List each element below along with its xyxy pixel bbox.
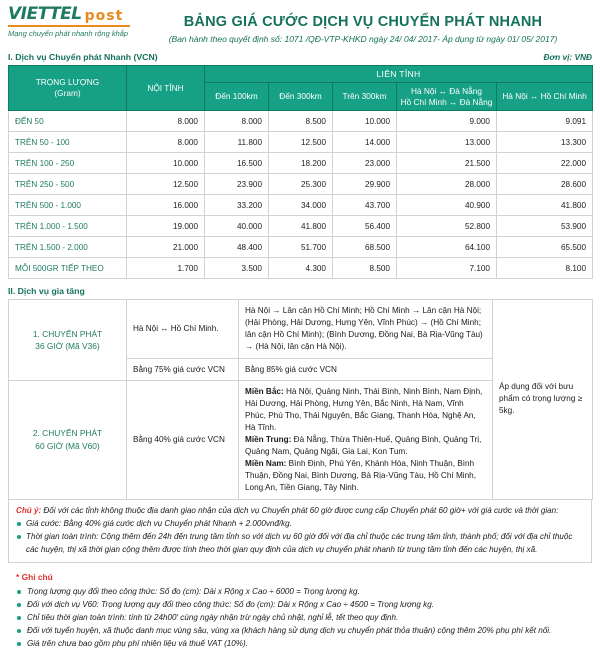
brand-divider: [8, 25, 130, 27]
region-name-nam: Miền Nam:: [245, 458, 287, 468]
header-col-hanoi-hcm: Hà Nội ↔ Hồ Chí Minh: [497, 83, 593, 111]
cell-den-100km: 33.200: [205, 195, 269, 216]
cell-hanoi-danang: 13.000: [397, 132, 497, 153]
row-label: TRÊN 50 - 100: [9, 132, 127, 153]
cell-tren-300km: 56.400: [333, 216, 397, 237]
page-title: BẢNG GIÁ CƯỚC DỊCH VỤ CHUYỂN PHÁT NHANH: [183, 14, 543, 30]
service-row-v36: [9, 300, 593, 359]
row-label: TRÊN 100 - 250: [9, 153, 127, 174]
service-v60-line2: 60 GIỜ (Mã V60): [35, 440, 100, 451]
row-label: TRÊN 1.500 - 2.000: [9, 237, 127, 258]
cell-tren-300km: 10.000: [333, 111, 397, 132]
cell-den-100km: 16.500: [205, 153, 269, 174]
cell-noi-tinh: 21.000: [127, 237, 205, 258]
section1-title: I. Dịch vụ Chuyển phát Nhanh (VCN): [8, 51, 158, 62]
table-row: [9, 153, 593, 174]
list-item: Chỉ tiêu thời gian toàn trình: tính từ 24h00' cùng ngày nhận trừ ngày chủ nhật, nghỉ lễ, tết theo quy định.: [16, 611, 592, 624]
cell-noi-tinh: 1.700: [127, 258, 205, 279]
table-row: [9, 132, 593, 153]
vcn-price-table: [8, 65, 593, 279]
footnotes-label: * Ghi chú: [16, 571, 53, 582]
cell-hanoi-hcm: 13.300: [497, 132, 593, 153]
list-item: Đối với dịch vụ V60: Trọng lượng quy đổi theo công thức: Số đo (cm): Dài x Rộng x Cao ÷ 4500 = Trọng lượng kg.: [16, 598, 592, 611]
cell-den-300km: 4.300: [269, 258, 333, 279]
cell-tren-300km: 14.000: [333, 132, 397, 153]
header-weight: [9, 65, 127, 110]
brand-name-main: VIETTEL: [8, 4, 82, 24]
brand-logo: [8, 4, 136, 38]
section1-heading-row: [0, 52, 600, 62]
cell-den-100km: 40.000: [205, 216, 269, 237]
value-added-services-table: [8, 299, 593, 499]
header-col-hanoi-danang: [397, 83, 497, 111]
service-v36-line2: 36 GIỜ (Mã V36): [35, 341, 100, 352]
table-row: [9, 195, 593, 216]
row-label: TRÊN 500 - 1.000: [9, 195, 127, 216]
cell-hanoi-hcm: 53.900: [497, 216, 593, 237]
cell-hanoi-hcm: 41.800: [497, 195, 593, 216]
table-row: [9, 237, 593, 258]
cell-noi-tinh: 16.000: [127, 195, 205, 216]
header-col4-line2: Hồ Chí Minh ↔ Đà Nẵng: [400, 96, 493, 107]
cell-den-100km: 8.000: [205, 111, 269, 132]
brand-tagline: Mạng chuyển phát nhanh rộng khắp: [8, 29, 129, 38]
region-name-bac: Miền Bắc:: [245, 387, 284, 397]
v36-price-route: Bằng 75% giá cước VCN: [127, 358, 239, 381]
attention-item-text: Thời gian toàn trình: Cộng thêm đến 24h đến trung tâm tỉnh so với dịch vụ 60 giờ đối với địa chỉ thuộc các trung tâm tỉnh, thành phố; đối với địa chỉ thuộc các huyện, thị xã thời gian cộng thêm được tính theo thời gian quy định của dịch vụ chuyển phát nhanh từ trung tâm tỉnh đến các huyện, thị xã.: [26, 532, 573, 554]
table-header-row-1: [9, 65, 593, 83]
cell-tren-300km: 8.500: [333, 258, 397, 279]
header-col-tren-300km: Trên 300km: [333, 83, 397, 111]
cell-den-300km: 12.500: [269, 132, 333, 153]
table-row: [9, 258, 593, 279]
v60-regions: [239, 381, 493, 499]
region-list-nam: Bình Định, Phú Yên, Khánh Hòa, Ninh Thuận, Bình Thuận, Đồng Nai, Bình Dương, Bà Rịa-Vũng Tàu, Hồ Chí Minh, Long An, Tiền Giang, Tây Ninh.: [245, 458, 476, 492]
attention-list: [16, 518, 584, 555]
cell-den-100km: 3.500: [205, 258, 269, 279]
header-col4-line1: Hà Nội ↔ Đà Nẵng: [410, 86, 482, 97]
cell-tren-300km: 43.700: [333, 195, 397, 216]
section1-unit: Đơn vị: VNĐ: [543, 51, 592, 62]
list-item: [16, 518, 584, 530]
cell-hanoi-danang: 21.500: [397, 153, 497, 174]
attention-box: [8, 500, 592, 563]
table-row: [9, 111, 593, 132]
brand-name-sub: post: [84, 8, 124, 24]
attention-label: Chú ý:: [16, 505, 42, 515]
page-header: [0, 0, 600, 45]
header-lien-tinh: LIÊN TỈNH: [205, 65, 593, 83]
cell-den-100km: 48.400: [205, 237, 269, 258]
cell-tren-300km: 23.000: [333, 153, 397, 174]
service-v36-line1: 1. CHUYỂN PHÁT: [32, 328, 103, 339]
list-item: Giá trên chưa bao gồm phụ phí nhiên liệu và thuế VAT (10%).: [16, 637, 592, 650]
table-row: [9, 174, 593, 195]
region-list-trung: Đà Nẵng, Thừa Thiên-Huế, Quảng Bình, Quảng Trị, Quảng Nam, Quảng Ngãi, Gia Lai, Kon Tum.: [245, 435, 482, 456]
row-label: ĐẾN 50: [9, 111, 127, 132]
cell-noi-tinh: 12.500: [127, 174, 205, 195]
list-item: Đối với tuyến huyện, xã thuộc danh mục vùng sâu, vùng xa (khách hàng sử dụng dịch vụ chuyển phát thỏa thuận) cộng thêm 20% phụ phí kết nối.: [16, 624, 592, 637]
cell-noi-tinh: 10.000: [127, 153, 205, 174]
service-name-v36: [9, 300, 127, 381]
header-weight-line1: TRỌNG LƯỢNG: [35, 77, 100, 88]
cell-hanoi-hcm: 28.600: [497, 174, 593, 195]
v36-price-scope: Bằng 85% giá cước VCN: [239, 358, 493, 381]
vcn-table-body: [9, 111, 593, 279]
service-name-v60: [9, 381, 127, 499]
row-label: MỖI 500GR TIẾP THEO: [9, 258, 127, 279]
cell-den-300km: 34.000: [269, 195, 333, 216]
cell-den-300km: 8.500: [269, 111, 333, 132]
attention-intro-text: Đối với các tỉnh không thuộc địa danh giao nhận của dịch vụ Chuyển phát 60 giờ được cung cấp Chuyển phát 60 giờ+ với giá cước và thời gian:: [41, 505, 559, 515]
section2-title: II. Dịch vụ gia tăng: [8, 286, 85, 297]
title-block: [136, 4, 594, 45]
cell-hanoi-danang: 9.000: [397, 111, 497, 132]
v60-price: Bằng 40% giá cước VCN: [127, 381, 239, 499]
row-label: TRÊN 1.000 - 1.500: [9, 216, 127, 237]
section2-heading-row: [0, 286, 600, 296]
cell-hanoi-danang: 28.000: [397, 174, 497, 195]
list-item: Trọng lượng quy đổi theo công thức: Số đo (cm): Dài x Rộng x Cao ÷ 6000 = Trọng lượng kg.: [16, 585, 592, 598]
row-label: TRÊN 250 - 500: [9, 174, 127, 195]
weight-side-note: Áp dụng đối với bưu phẩm có trọng lượng ≥ 5kg.: [493, 300, 593, 499]
list-item: [16, 531, 584, 555]
header-col-den-300km: Đến 300km: [269, 83, 333, 111]
cell-den-300km: 18.200: [269, 153, 333, 174]
table-row: [9, 216, 593, 237]
cell-den-300km: 25.300: [269, 174, 333, 195]
cell-hanoi-danang: 52.800: [397, 216, 497, 237]
cell-hanoi-hcm: 65.500: [497, 237, 593, 258]
cell-hanoi-hcm: 9.091: [497, 111, 593, 132]
cell-noi-tinh: 19.000: [127, 216, 205, 237]
cell-hanoi-hcm: 8.100: [497, 258, 593, 279]
header-noi-tinh: NỘI TỈNH: [127, 65, 205, 110]
cell-hanoi-danang: 40.900: [397, 195, 497, 216]
footnotes-list: [16, 585, 592, 651]
region-name-trung: Miền Trung:: [245, 435, 292, 445]
cell-den-100km: 11.800: [205, 132, 269, 153]
cell-den-300km: 51.700: [269, 237, 333, 258]
cell-tren-300km: 68.500: [333, 237, 397, 258]
cell-noi-tinh: 8.000: [127, 111, 205, 132]
page-subtitle: (Ban hành theo quyết định số: 1071 /QĐ-VTP-KHKD ngày 24/ 04/ 2017- Áp dụng từ ngày 01/ 05/ 2017): [168, 34, 558, 45]
cell-hanoi-hcm: 22.000: [497, 153, 593, 174]
v36-scope: Hà Nội → Lân cận Hồ Chí Minh; Hồ Chí Minh → Lân cận Hà Nội; (Hải Phòng, Hải Dương, Hưng Yên, Vĩnh Phúc) → (Hồ Chí Minh; lân cận Hồ Chí Minh); (Bình Dương, Đồng Nai, Bà Rịa-Vũng Tàu) → (Hà Nội, lân cận Hà Nội).: [239, 300, 493, 359]
header-col-den-100km: Đến 100km: [205, 83, 269, 111]
cell-hanoi-danang: 64.100: [397, 237, 497, 258]
service-v60-line1: 2. CHUYỂN PHÁT: [32, 428, 103, 439]
cell-noi-tinh: 8.000: [127, 132, 205, 153]
header-weight-line2: (Gram): [54, 87, 81, 98]
footnotes-block: [16, 572, 592, 651]
attention-item-text: Giá cước: Bằng 40% giá cước dịch vụ Chuyển phát Nhanh + 2.000vnđ/kg.: [26, 519, 292, 529]
cell-tren-300km: 29.900: [333, 174, 397, 195]
cell-den-300km: 41.800: [269, 216, 333, 237]
v36-route: Hà Nội ↔ Hồ Chí Minh.: [127, 300, 239, 359]
region-list-bac: Hà Nội, Quảng Ninh, Thái Bình, Ninh Bình, Nam Định, Hải Dương, Hải Phòng, Hưng Yên, Bắc Ninh, Hà Nam, Vĩnh Phúc, Phú Thọ, Thái Nguyên, Bắc Giang, Thanh Hóa, Nghệ An, Hà Tĩnh.: [245, 387, 483, 433]
attention-intro: [16, 505, 584, 517]
cell-den-100km: 23.900: [205, 174, 269, 195]
cell-hanoi-danang: 7.100: [397, 258, 497, 279]
